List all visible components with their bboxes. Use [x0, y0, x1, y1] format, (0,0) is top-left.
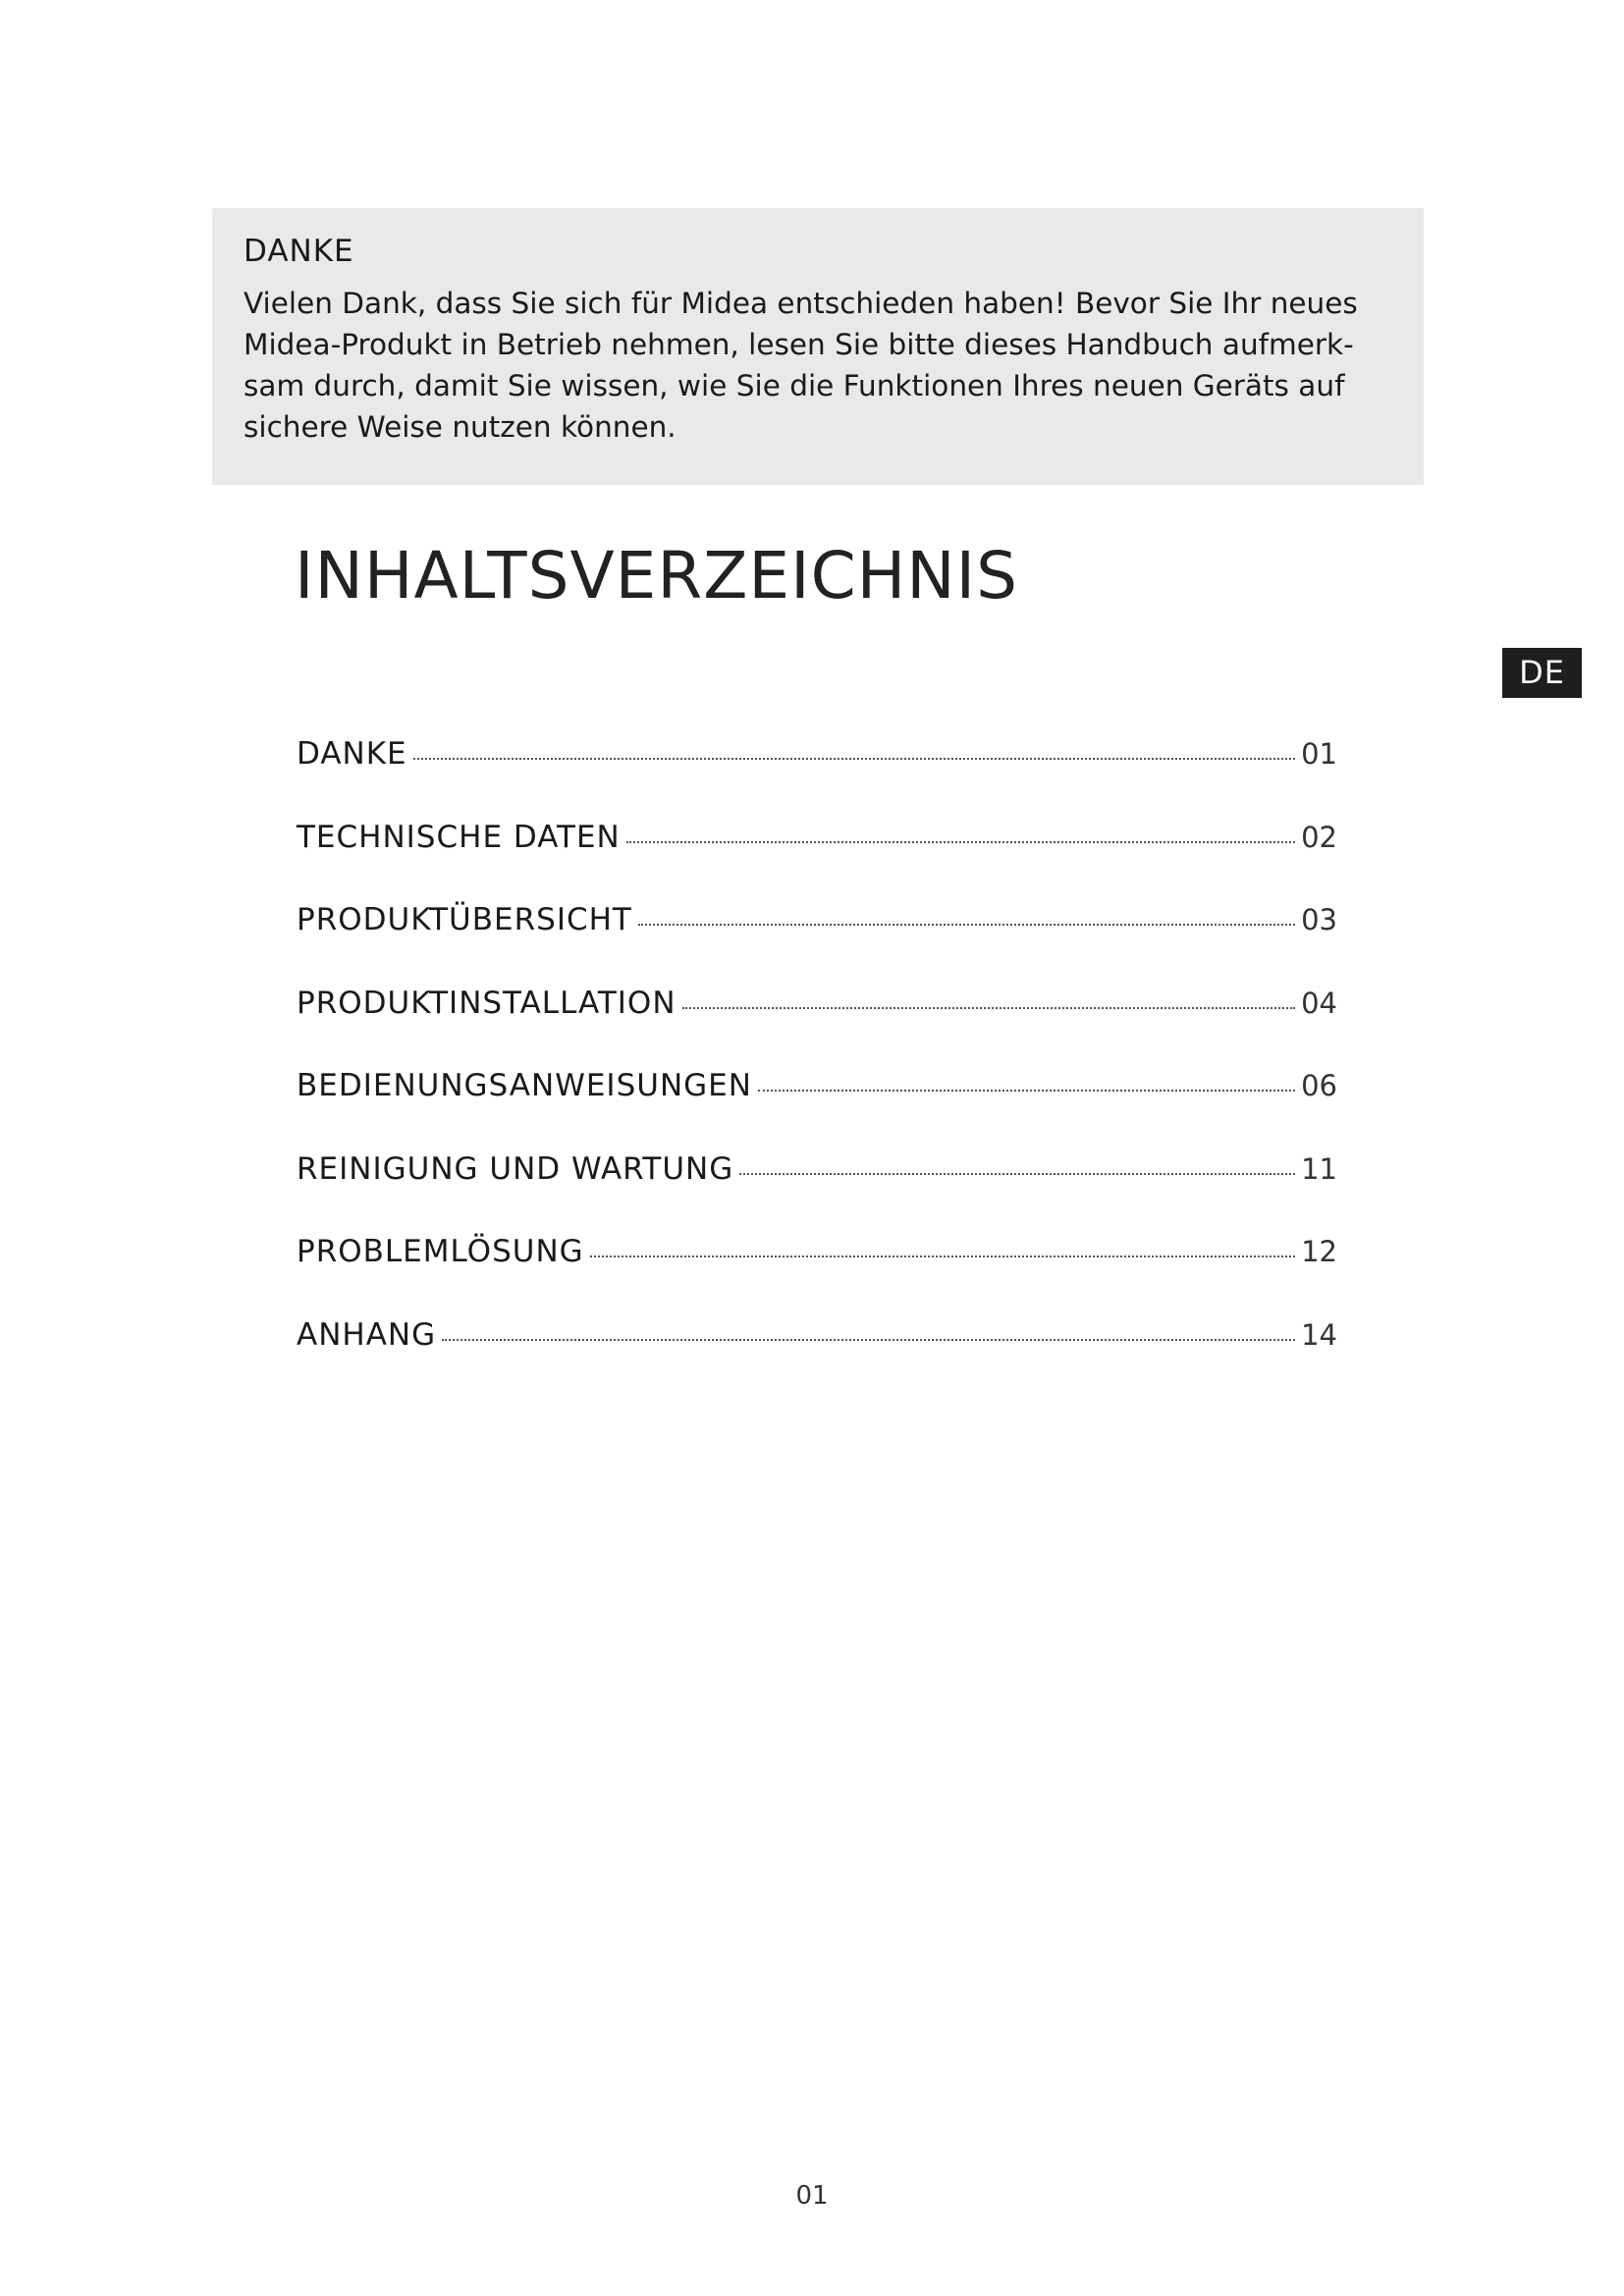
- toc-entry-page: 14: [1301, 1317, 1337, 1352]
- toc-entry-page: 12: [1301, 1235, 1337, 1268]
- toc-dot-leader: [758, 1090, 1295, 1092]
- thanks-line: Midea-Produkt in Betrieb nehmen, lesen Sie bitte dieses Handbuch aufmerk-: [244, 328, 1354, 361]
- toc-entry-page: 03: [1301, 903, 1337, 936]
- toc-entry[interactable]: [297, 902, 1337, 986]
- toc-dot-leader: [590, 1255, 1295, 1257]
- toc-entry-page: 06: [1301, 1069, 1337, 1102]
- thanks-text: [244, 283, 1392, 448]
- toc-dot-leader: [413, 758, 1295, 760]
- thanks-line: sichere Weise nutzen können.: [244, 410, 677, 444]
- toc-entry-page: 01: [1301, 737, 1337, 771]
- thanks-line: sam durch, damit Sie wissen, wie Sie die Funktionen Ihres neuen Geräts auf: [244, 369, 1345, 402]
- toc-entry-page: 02: [1301, 820, 1337, 854]
- page-number: 01: [795, 2181, 829, 2211]
- toc-entry[interactable]: [297, 1317, 1337, 1401]
- toc-entry[interactable]: [297, 1068, 1337, 1151]
- thanks-line: Vielen Dank, dass Sie sich für Midea entschieden haben! Bevor Sie Ihr neues: [244, 287, 1358, 320]
- toc-entry-label: PRODUKTÜBERSICHT: [297, 902, 632, 937]
- thanks-heading: DANKE: [244, 234, 354, 269]
- toc-entry[interactable]: [297, 986, 1337, 1069]
- toc-dot-leader: [682, 1007, 1296, 1009]
- toc-dot-leader: [626, 841, 1295, 843]
- toc-entry-label: PRODUKTINSTALLATION: [297, 985, 677, 1021]
- toc-entry-label: REINIGUNG UND WARTUNG: [297, 1150, 734, 1187]
- toc-entry[interactable]: [297, 1151, 1337, 1235]
- toc-entry-label: BEDIENUNGSANWEISUNGEN: [297, 1068, 752, 1103]
- toc-entry-label: PROBLEMLÖSUNG: [297, 1234, 584, 1269]
- toc-entry-label: TECHNISCHE DATEN: [297, 819, 621, 855]
- toc-dot-leader: [638, 924, 1295, 926]
- toc-entry[interactable]: [297, 736, 1337, 820]
- toc-title: INHALTSVERZEICHNIS: [295, 538, 1019, 614]
- toc-dot-leader: [739, 1173, 1295, 1175]
- toc-dot-leader: [442, 1339, 1295, 1341]
- toc-entry-page: 11: [1301, 1151, 1337, 1186]
- thanks-box: [212, 208, 1424, 485]
- toc-entry-page: 04: [1301, 986, 1337, 1020]
- toc-entry[interactable]: [297, 1234, 1337, 1317]
- language-badge: DE: [1502, 648, 1582, 698]
- toc-entry-label: ANHANG: [297, 1316, 437, 1353]
- toc-entry-label: DANKE: [297, 736, 407, 772]
- table-of-contents: [297, 736, 1337, 1400]
- toc-entry[interactable]: [297, 820, 1337, 903]
